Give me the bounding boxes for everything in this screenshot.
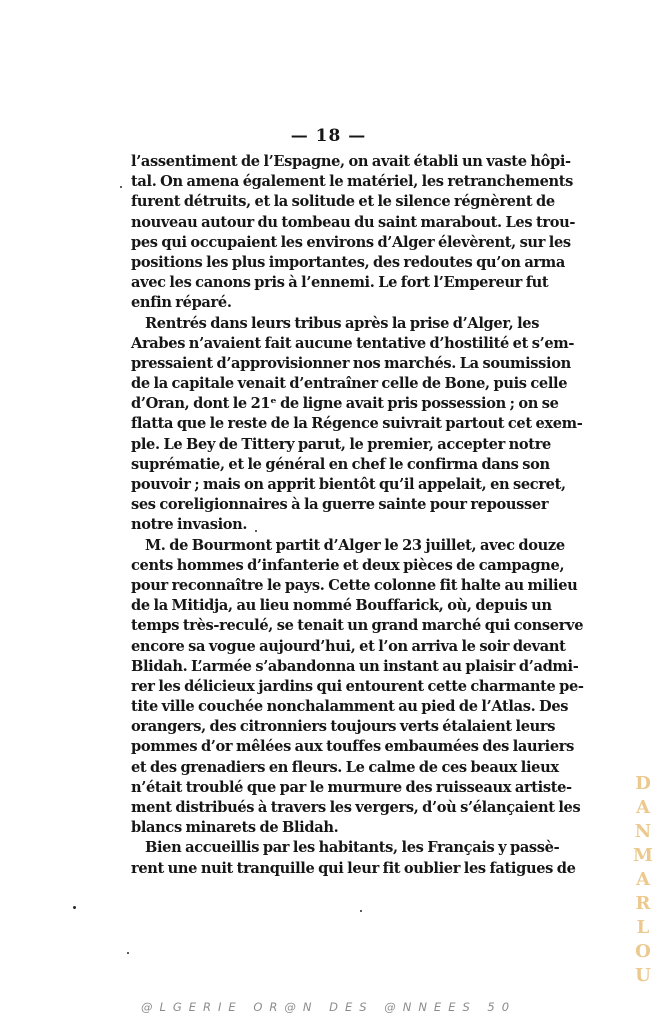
watermark-letter: L xyxy=(636,917,650,938)
watermark-letter: D xyxy=(635,773,651,794)
text-line: pes qui occupaient les environs d’Alger élevèrent, sur les xyxy=(131,233,571,251)
page-number: — 18 — xyxy=(290,126,367,146)
text-line: ses coreligionnaires à la guerre sainte pour repousser xyxy=(131,496,549,514)
text-line: pommes d’or mêlées aux touffes embaumées des lauriers xyxy=(131,738,574,756)
paragraph-1 xyxy=(131,152,576,314)
footer-caption: @LGERIE OR@N DES @NNEES 50 xyxy=(140,1000,517,1014)
text-line: tal. On amena également le matériel, les retranchements xyxy=(131,173,574,191)
text-line: d’Oran, dont le 21ᵉ de ligne avait pris possession ; on se xyxy=(131,395,559,413)
text-line: notre invasion. xyxy=(131,516,248,534)
watermark-letter: N xyxy=(634,821,652,842)
text-line: suprématie, et le général en chef le confirma dans son xyxy=(131,455,550,473)
watermark-letter: O xyxy=(635,941,651,962)
text-line: avec les canons pris à l’ennemi. Le fort l’Empereur fut xyxy=(131,274,549,292)
text-line: positions les plus importantes, des redoutes qu’on arma xyxy=(131,253,565,271)
ink-speck xyxy=(120,186,122,188)
ink-speck xyxy=(255,530,257,532)
text-line: n’était troublé que par le murmure des ruisseaux artiste- xyxy=(131,778,572,796)
watermark-letter: R xyxy=(635,893,651,914)
paragraph-4 xyxy=(131,838,576,878)
paragraph-2 xyxy=(131,314,583,536)
text-line: Arabes n’avaient fait aucune tentative d’hostilité et s’em- xyxy=(131,334,575,352)
watermark-letter: A xyxy=(636,797,650,818)
paragraph-3 xyxy=(131,536,584,839)
text-line: tite ville couchée nonchalamment au pied de l’Atlas. Des xyxy=(131,698,569,716)
text-line: pouvoir ; mais on apprit bientôt qu’il appelait, en secret, xyxy=(131,476,566,493)
text-line: pour reconnaître le pays. Cette colonne fit halte au milieu xyxy=(131,576,578,594)
ink-speck xyxy=(73,906,76,909)
text-line: encore sa vogue aujourd’hui, et l’on arriva le soir devant xyxy=(131,637,566,655)
text-line: Blidah. L’armée s’abandonna un instant au plaisir d’admi- xyxy=(131,657,579,675)
text-line: cents hommes d’infanterie et deux pièces de campagne, xyxy=(131,556,565,574)
text-line: ment distribués à travers les vergers, d’où s’élançaient les xyxy=(131,799,581,816)
watermark-letter: U xyxy=(635,965,651,986)
text-line: de la Mitidja, au lieu nommé Bouffarick, où, depuis un xyxy=(131,597,552,615)
text-line: enfin réparé. xyxy=(131,294,232,312)
watermark-letter: A xyxy=(636,869,650,890)
text-line: l’assentiment de l’Espagne, on avait établi un vaste hôpi- xyxy=(131,153,571,170)
text-line: rer les délicieux jardins qui entourent cette charmante pe- xyxy=(131,677,584,695)
text-line: Bien accueillis par les habitants, les Français y passè- xyxy=(145,839,560,857)
text-line: M. de Bourmont partit d’Alger le 23 juillet, avec douze xyxy=(145,536,565,554)
text-line: orangers, des citronniers toujours verts étalaient leurs xyxy=(131,718,556,736)
text-line: et des grenadiers en fleurs. Le calme de ces beaux lieux xyxy=(131,758,559,776)
ink-speck xyxy=(360,910,362,912)
text-line: temps très-reculé, se tenait un grand marché qui conserve xyxy=(131,617,584,635)
text-line: blancs minarets de Blidah. xyxy=(131,819,339,837)
text-line: nouveau autour du tombeau du saint marabout. Les trou- xyxy=(131,213,576,231)
watermark-letter: M xyxy=(633,845,653,866)
text-line: de la capitale venait d’entraîner celle de Bone, puis celle xyxy=(131,375,568,393)
ink-speck xyxy=(127,952,129,954)
text-line: flatta que le reste de la Régence suivrait partout cet exem- xyxy=(131,415,583,433)
text-line: rent une nuit tranquille qui leur fit oublier les fatigues de xyxy=(131,859,576,877)
body-text xyxy=(131,152,584,879)
text-line: ple. Le Bey de Tittery parut, le premier, accepter notre xyxy=(131,435,551,453)
text-line: pressaient d’approvisionner nos marchés. La soumission xyxy=(131,354,571,372)
text-line: Rentrés dans leurs tribus après la prise d’Alger, les xyxy=(145,314,540,332)
text-line: furent détruits, et la solitude et le silence régnèrent de xyxy=(131,193,555,211)
watermark xyxy=(632,775,654,985)
